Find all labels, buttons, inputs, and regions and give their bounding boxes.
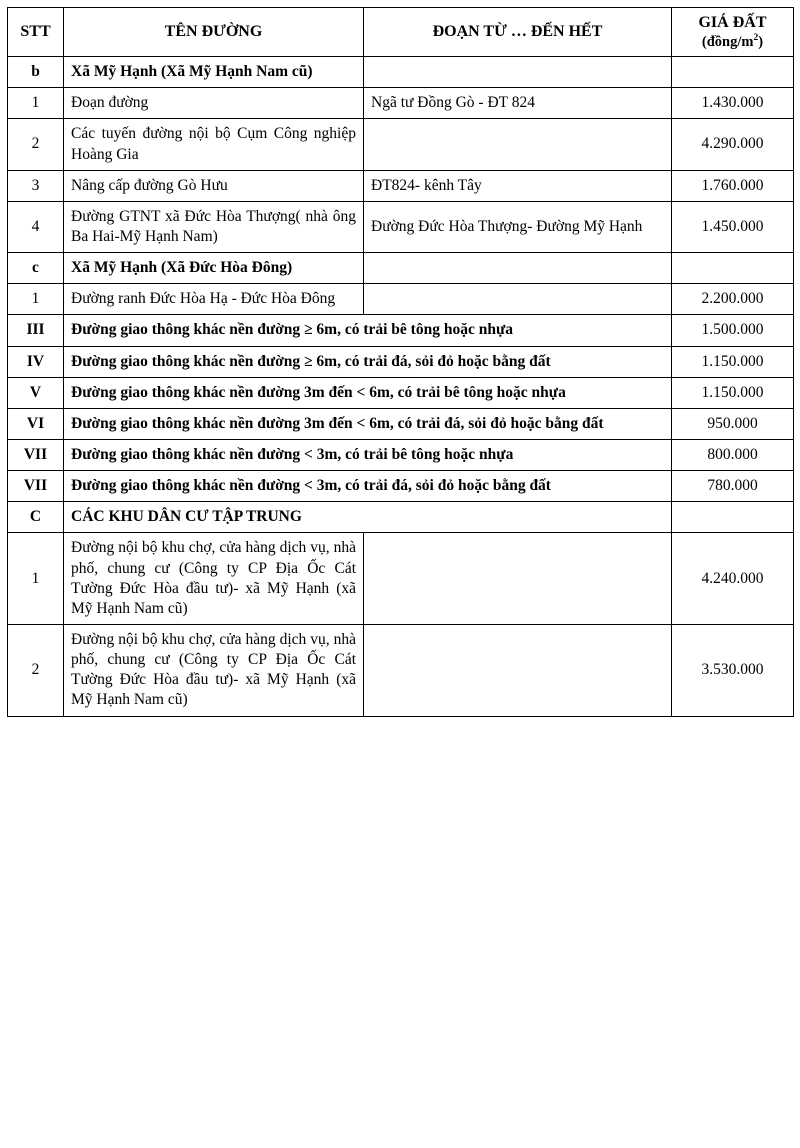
- table-row: [8, 119, 794, 170]
- land-price-cell: 3.530.000: [672, 624, 794, 716]
- road-name-cell: Đường GTNT xã Đức Hòa Thượng( nhà ông Ba Hai-Mỹ Hạnh Nam): [64, 201, 364, 252]
- segment-cell: [364, 253, 672, 284]
- row-index-cell: 2: [8, 119, 64, 170]
- land-price-cell: 780.000: [672, 471, 794, 502]
- table-row: [8, 170, 794, 201]
- row-index-cell: 3: [8, 170, 64, 201]
- table-row: [8, 408, 794, 439]
- land-price-cell: [672, 253, 794, 284]
- segment-cell: ĐT824- kênh Tây: [364, 170, 672, 201]
- row-index-cell: VII: [8, 439, 64, 470]
- row-index-cell: V: [8, 377, 64, 408]
- land-price-cell: 800.000: [672, 439, 794, 470]
- land-price-cell: 4.240.000: [672, 533, 794, 625]
- table-row: [8, 439, 794, 470]
- segment-cell: Đường Đức Hòa Thượng- Đường Mỹ Hạnh: [364, 201, 672, 252]
- header-segment: ĐOẠN TỪ … ĐẾN HẾT: [364, 8, 672, 57]
- table-row: [8, 201, 794, 252]
- table-row: [8, 624, 794, 716]
- table-row: [8, 57, 794, 88]
- road-name-cell: Đoạn đường: [64, 88, 364, 119]
- road-name-cell: Đường giao thông khác nền đường 3m đến < 6m, có trải bê tông hoặc nhựa: [64, 377, 672, 408]
- header-land-price: [672, 8, 794, 57]
- segment-cell: Ngã tư Đồng Gò - ĐT 824: [364, 88, 672, 119]
- row-index-cell: 4: [8, 201, 64, 252]
- road-name-cell: Đường giao thông khác nền đường 3m đến < 6m, có trải đá, sỏi đỏ hoặc bằng đất: [64, 408, 672, 439]
- row-index-cell: b: [8, 57, 64, 88]
- table-row: [8, 88, 794, 119]
- land-price-cell: 1.430.000: [672, 88, 794, 119]
- land-price-cell: 4.290.000: [672, 119, 794, 170]
- row-index-cell: VII: [8, 471, 64, 502]
- land-price-cell: 1.150.000: [672, 377, 794, 408]
- header-land-price-unit: [679, 33, 786, 51]
- table-body: [8, 57, 794, 716]
- segment-cell: [364, 119, 672, 170]
- row-index-cell: 1: [8, 284, 64, 315]
- row-index-cell: III: [8, 315, 64, 346]
- table-header: [8, 8, 794, 57]
- row-index-cell: VI: [8, 408, 64, 439]
- road-name-cell: Đường ranh Đức Hòa Hạ - Đức Hòa Đông: [64, 284, 364, 315]
- land-price-table: [7, 7, 794, 717]
- road-name-cell: Đường nội bộ khu chợ, cửa hàng dịch vụ, nhà phố, chung cư (Công ty CP Địa Ốc Cát Tường Đức Hòa đầu tư)- xã Mỹ Hạnh (xã Mỹ Hạnh Nam cũ): [64, 624, 364, 716]
- land-price-cell: [672, 502, 794, 533]
- segment-cell: [364, 533, 672, 625]
- land-price-cell: 1.500.000: [672, 315, 794, 346]
- table-row: [8, 315, 794, 346]
- header-row: [8, 8, 794, 57]
- row-index-cell: 1: [8, 88, 64, 119]
- road-name-cell: Nâng cấp đường Gò Hưu: [64, 170, 364, 201]
- table-row: [8, 377, 794, 408]
- table-row: [8, 533, 794, 625]
- segment-cell: [364, 624, 672, 716]
- table-row: [8, 284, 794, 315]
- road-name-cell: Đường giao thông khác nền đường < 3m, có trải đá, sỏi đỏ hoặc bằng đất: [64, 471, 672, 502]
- road-name-cell: Đường giao thông khác nền đường < 3m, có trải bê tông hoặc nhựa: [64, 439, 672, 470]
- table-row: [8, 502, 794, 533]
- road-name-cell: Đường nội bộ khu chợ, cửa hàng dịch vụ, nhà phố, chung cư (Công ty CP Địa Ốc Cát Tường Đức Hòa đầu tư)- xã Mỹ Hạnh (xã Mỹ Hạnh Nam cũ): [64, 533, 364, 625]
- table-row: [8, 471, 794, 502]
- unit-superscript: 2: [753, 33, 759, 44]
- header-stt: STT: [8, 8, 64, 57]
- header-road-name: TÊN ĐƯỜNG: [64, 8, 364, 57]
- unit-open: (đồng/m: [701, 34, 754, 50]
- land-price-cell: 1.150.000: [672, 346, 794, 377]
- segment-cell: [364, 284, 672, 315]
- table-row: [8, 253, 794, 284]
- header-land-price-main: GIÁ ĐẤT: [698, 14, 767, 31]
- land-price-cell: 2.200.000: [672, 284, 794, 315]
- row-index-cell: C: [8, 502, 64, 533]
- row-index-cell: c: [8, 253, 64, 284]
- road-name-cell: Xã Mỹ Hạnh (Xã Đức Hòa Đông): [64, 253, 364, 284]
- road-name-cell: Đường giao thông khác nền đường ≥ 6m, có trải bê tông hoặc nhựa: [64, 315, 672, 346]
- land-price-cell: [672, 57, 794, 88]
- segment-cell: [364, 57, 672, 88]
- road-name-cell: CÁC KHU DÂN CƯ TẬP TRUNG: [64, 502, 672, 533]
- road-name-cell: Các tuyến đường nội bộ Cụm Công nghiệp Hoàng Gia: [64, 119, 364, 170]
- land-price-cell: 1.760.000: [672, 170, 794, 201]
- road-name-cell: Xã Mỹ Hạnh (Xã Mỹ Hạnh Nam cũ): [64, 57, 364, 88]
- land-price-cell: 1.450.000: [672, 201, 794, 252]
- unit-close: ): [758, 34, 764, 50]
- table-row: [8, 346, 794, 377]
- row-index-cell: 2: [8, 624, 64, 716]
- land-price-cell: 950.000: [672, 408, 794, 439]
- road-name-cell: Đường giao thông khác nền đường ≥ 6m, có trải đá, sỏi đỏ hoặc bằng đất: [64, 346, 672, 377]
- row-index-cell: IV: [8, 346, 64, 377]
- row-index-cell: 1: [8, 533, 64, 625]
